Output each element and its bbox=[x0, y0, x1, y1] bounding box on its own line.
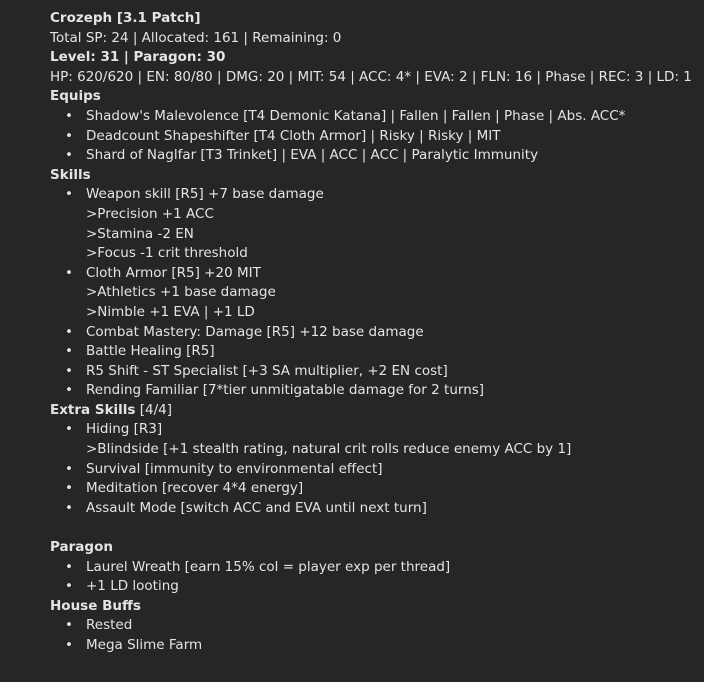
skills-list bbox=[50, 185, 704, 401]
bullet-icon: • bbox=[65, 147, 73, 164]
skill-text: R5 Shift - ST Specialist [+3 SA multiplier, +2 EN cost] bbox=[86, 362, 448, 379]
equips-heading: Equips bbox=[50, 88, 101, 105]
bullet-icon: • bbox=[65, 637, 73, 653]
skill-text: Survival [immunity to environmental effect] bbox=[86, 460, 383, 477]
bullet-icon: • bbox=[65, 362, 73, 379]
bullet-icon: • bbox=[65, 323, 73, 340]
extra-skills-count: [4/4] bbox=[139, 401, 173, 418]
sub-skill: >Nimble +1 EVA | +1 LD bbox=[86, 303, 255, 320]
equip-text: Deadcount Shapeshifter [T4 Cloth Armor] | Risky | Risky | MIT bbox=[86, 127, 501, 144]
character-title: Crozeph [3.1 Patch] bbox=[50, 10, 201, 26]
skill-text: Weapon skill [R5] +7 base damage bbox=[86, 186, 324, 203]
list-item bbox=[50, 499, 704, 519]
sub-skill: >Precision +1 ACC bbox=[86, 205, 214, 222]
spacer bbox=[50, 518, 704, 538]
list-item bbox=[50, 127, 704, 147]
skill-text: Hiding [R3] bbox=[86, 421, 163, 438]
skill-text: Meditation [recover 4*4 energy] bbox=[86, 480, 304, 497]
buff-text: Mega Slime Farm bbox=[86, 637, 203, 653]
bullet-icon: • bbox=[65, 499, 73, 516]
bullet-icon: • bbox=[65, 264, 73, 281]
bullet-icon: • bbox=[65, 617, 73, 634]
paragon-list bbox=[50, 558, 704, 597]
list-item bbox=[50, 420, 704, 440]
list-item bbox=[50, 107, 704, 127]
sub-skill: >Focus -1 crit threshold bbox=[86, 245, 248, 262]
skill-text: Cloth Armor [R5] +20 MIT bbox=[86, 264, 261, 281]
list-item bbox=[50, 185, 704, 205]
buff-text: Rested bbox=[86, 617, 133, 634]
bullet-icon: • bbox=[65, 127, 73, 144]
list-item bbox=[50, 264, 704, 284]
bullet-icon: • bbox=[65, 578, 73, 595]
house-buffs-list bbox=[50, 616, 704, 655]
sub-skill: >Blindside [+1 stealth rating, natural crit rolls reduce enemy ACC by 1] bbox=[86, 441, 572, 458]
skill-text: Assault Mode [switch ACC and EVA until next turn] bbox=[86, 499, 427, 516]
skills-heading: Skills bbox=[50, 166, 91, 183]
paragon-heading: Paragon bbox=[50, 539, 113, 556]
extra-skills-heading: Extra Skills bbox=[50, 401, 136, 418]
skill-text: Combat Mastery: Damage [R5] +12 base damage bbox=[86, 323, 424, 340]
house-buffs-heading: House Buffs bbox=[50, 597, 141, 614]
list-item bbox=[50, 381, 704, 401]
list-item bbox=[50, 577, 704, 597]
equip-text: Shard of Naglfar [T3 Trinket] | EVA | ACC | ACC | Paralytic Immunity bbox=[86, 147, 539, 164]
bullet-icon: • bbox=[65, 186, 73, 203]
bullet-icon: • bbox=[65, 382, 73, 399]
list-item bbox=[50, 479, 704, 499]
paragon-text: +1 LD looting bbox=[86, 578, 179, 595]
equip-text: Shadow's Malevolence [T4 Demonic Katana] | Fallen | Fallen | Phase | Abs. ACC* bbox=[86, 107, 626, 124]
sub-skill: >Stamina -2 EN bbox=[86, 225, 194, 242]
list-item bbox=[50, 460, 704, 480]
bullet-icon: • bbox=[65, 421, 73, 438]
list-item bbox=[50, 362, 704, 382]
sp-summary: Total SP: 24 | Allocated: 161 | Remaining: 0 bbox=[50, 29, 342, 46]
list-item bbox=[50, 323, 704, 343]
list-item bbox=[50, 146, 704, 166]
skill-text: Rending Familiar [7*tier unmitigatable damage for 2 turns] bbox=[86, 382, 485, 399]
list-item bbox=[50, 342, 704, 362]
extra-skills-list bbox=[50, 420, 704, 518]
list-item bbox=[50, 616, 704, 636]
extra-skills-header bbox=[50, 401, 704, 421]
skill-text: Battle Healing [R5] bbox=[86, 343, 215, 360]
list-item bbox=[50, 636, 704, 656]
paragon-text: Laurel Wreath [earn 15% col = player exp per thread] bbox=[86, 558, 451, 575]
sub-skill: >Athletics +1 base damage bbox=[86, 284, 276, 301]
bullet-icon: • bbox=[65, 343, 73, 360]
level-line: Level: 31 | Paragon: 30 bbox=[50, 49, 226, 66]
list-item bbox=[50, 558, 704, 578]
stats-line: HP: 620/620 | EN: 80/80 | DMG: 20 | MIT: 54 | ACC: 4* | EVA: 2 | FLN: 16 | Phase | REC: 3 | LD: 1 bbox=[50, 68, 692, 85]
equips-list bbox=[50, 107, 704, 166]
bullet-icon: • bbox=[65, 480, 73, 497]
bullet-icon: • bbox=[65, 460, 73, 477]
bullet-icon: • bbox=[65, 107, 73, 124]
bullet-icon: • bbox=[65, 558, 73, 575]
